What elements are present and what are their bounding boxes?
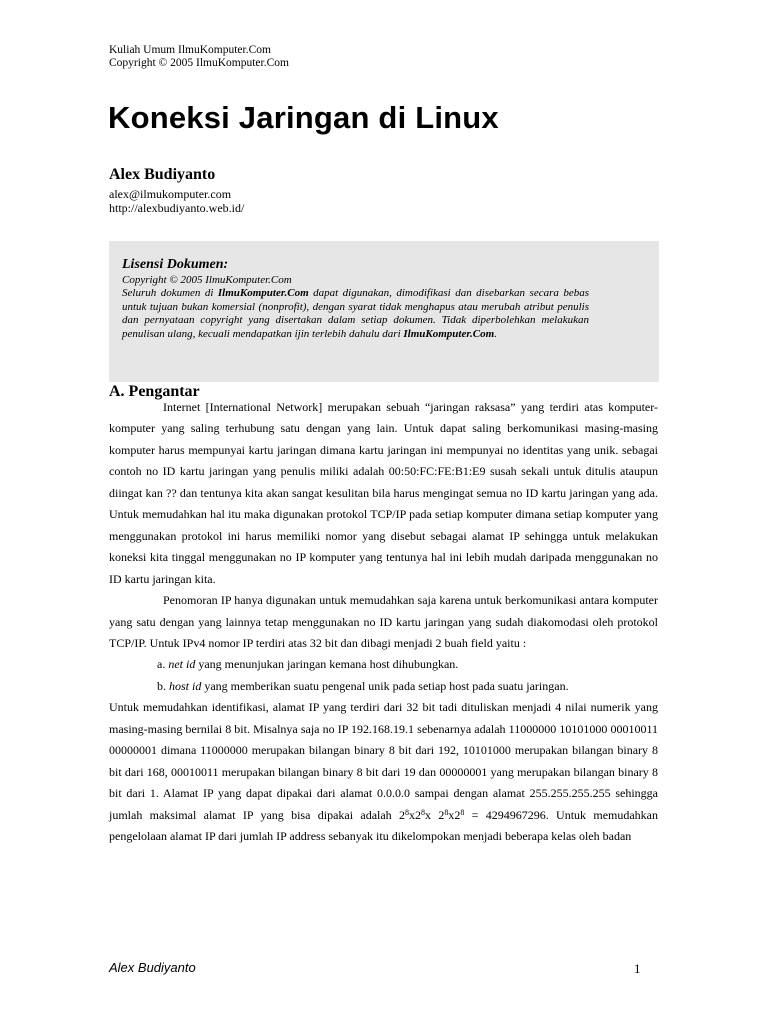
power-formula: [399, 808, 546, 822]
formula-result: 4294967296: [485, 807, 546, 822]
formula-exponent: 8: [460, 807, 465, 817]
body-text: [109, 397, 658, 848]
formula-exponent: 8: [421, 807, 425, 817]
paragraph-2: Penomoran IP hanya digunakan untuk memudahkan saja karena untuk berkomunikasi antara komputer yang satu dengan yang lainnya tetap menggunakan no ID kartu jaringan yang sudah diakomodasi oleh protokol TCP/IP. Untuk IPv4 nomor IP terdiri atas 32 bit dan dibagi menjadi 2 buah field yaitu :: [109, 593, 658, 650]
section-heading: A. Pengantar: [109, 383, 200, 400]
formula-times: x: [448, 807, 455, 822]
header-line-2: Copyright © 2005 IlmuKomputer.Com: [109, 57, 289, 69]
formula-base: 2: [415, 807, 421, 822]
author-email: alex@ilmukomputer.com: [109, 187, 232, 201]
author-website: http://alexbudiyanto.web.id/: [109, 201, 245, 215]
list-marker: a.: [157, 657, 169, 672]
formula-base: 2: [438, 807, 445, 822]
license-box: [109, 241, 659, 382]
list-item-a: [109, 654, 658, 675]
list-term: net id: [168, 657, 196, 672]
formula-times: x: [425, 807, 439, 822]
formula-equals: =: [464, 807, 486, 822]
footer-author: Alex Budiyanto: [109, 960, 196, 975]
license-brand: IlmuKomputer.Com: [403, 327, 495, 340]
list-marker: b.: [157, 678, 169, 693]
header-line-1: Kuliah Umum IlmuKomputer.Com: [109, 44, 271, 56]
running-header: [109, 44, 289, 70]
paragraph-1: Internet [International Network] merupakan sebuah “jaringan raksasa” yang terdiri atas komputer-komputer yang saling terhubung satu dengan yang lain. Untuk dapat saling berkomunikasi masing-masing komputer harus mempunyai kartu jaringan dimana kartu jaringan ini mempunyai no identitas yang unik. sebagai contoh no ID kartu jaringan yang penulis miliki adalah 00:50:FC:FE:B1:E9 susah sekali untuk ditulis ataupun diingat kan ?? dan tentunya kita akan sangat kesulitan bila harus mengingat semua no ID kartu jaringan yang ada. Untuk memudahkan hal itu maka digunakan protokol TCP/IP pada setiap komputer dimana setiap komputer yang menggunakan protokol ini harus memiliki nomor yang disebut sebagai alamat IP sehingga untuk melakukan koneksi kita tinggal menggunakan no IP komputer yang tentunya hal ini lebih mudah daripada menggunakan no ID kartu jaringan kita.: [109, 400, 658, 586]
author-name: Alex Budiyanto: [109, 166, 216, 183]
formula-exponent: 8: [444, 807, 449, 817]
formula-times: x: [409, 807, 415, 822]
paragraph-3: [109, 697, 658, 847]
license-text: Seluruh dokumen di: [122, 287, 218, 299]
document-title: Koneksi Jaringan di Linux: [108, 100, 499, 135]
list-text: yang menunjukan jaringan kemana host dihubungkan.: [195, 657, 459, 672]
license-text: .: [494, 327, 497, 340]
license-body: [122, 287, 589, 341]
formula-base: 2: [399, 807, 405, 822]
license-brand: IlmuKomputer.Com: [217, 287, 309, 299]
license-text: dapat digunakan, dimodifikasi dan disebarkan secara bebas untuk tujuan bukan komersial (nonprofit), dengan syarat tidak menghapus atau merubah atribut penulis dan pernyataan copyright yang disertakan dalam setiap dokumen. Tidak diperbolehkan melakukan penulisan ulang, kecuali mendapatkan ijin terlebih dahulu dari: [122, 287, 589, 340]
formula-base: 2: [454, 807, 461, 822]
list-text: yang memberikan suatu pengenal unik pada setiap host pada suatu jaringan.: [201, 678, 569, 693]
license-copyright: Copyright © 2005 IlmuKomputer.Com: [122, 274, 292, 286]
list-item-b: [109, 676, 658, 697]
license-title: Lisensi Dokumen:: [122, 257, 229, 272]
paragraph-text: . Untuk memudahkan pengelolaan alamat IP dari jumlah IP address sebanyak itu dikelompokan menjadi beberapa kelas oleh badan: [109, 807, 659, 844]
author-block: [109, 166, 244, 215]
paragraph-text: Untuk memudahkan identifikasi, alamat IP yang terdiri dari 32 bit tadi dituliskan menjadi 4 nilai numerik yang masing-masing bernilai 8 bit. Misalnya saja no IP 192.168.19.1 sebenarnya adalah 11000000 10101000 00010011 00000001 dimana 11000000 merupakan bilangan binary 8 bit dari 192, 10101000 merupakan bilangan binary 8 bit dari 168, 00010011 merupakan bilangan binary 8 bit dari 19 dan 00000001 yang merupakan bilangan binary 8 bit dari 1. Alamat IP yang dapat dipakai dari alamat 0.0.0.0 sampai dengan alamat 255.255.255.255 sehingga jumlah maksimal alamat IP yang bisa dipakai adalah: [109, 700, 658, 822]
page-number: 1: [634, 961, 641, 976]
formula-exponent: 8: [405, 807, 409, 817]
list-term: host id: [169, 678, 202, 693]
